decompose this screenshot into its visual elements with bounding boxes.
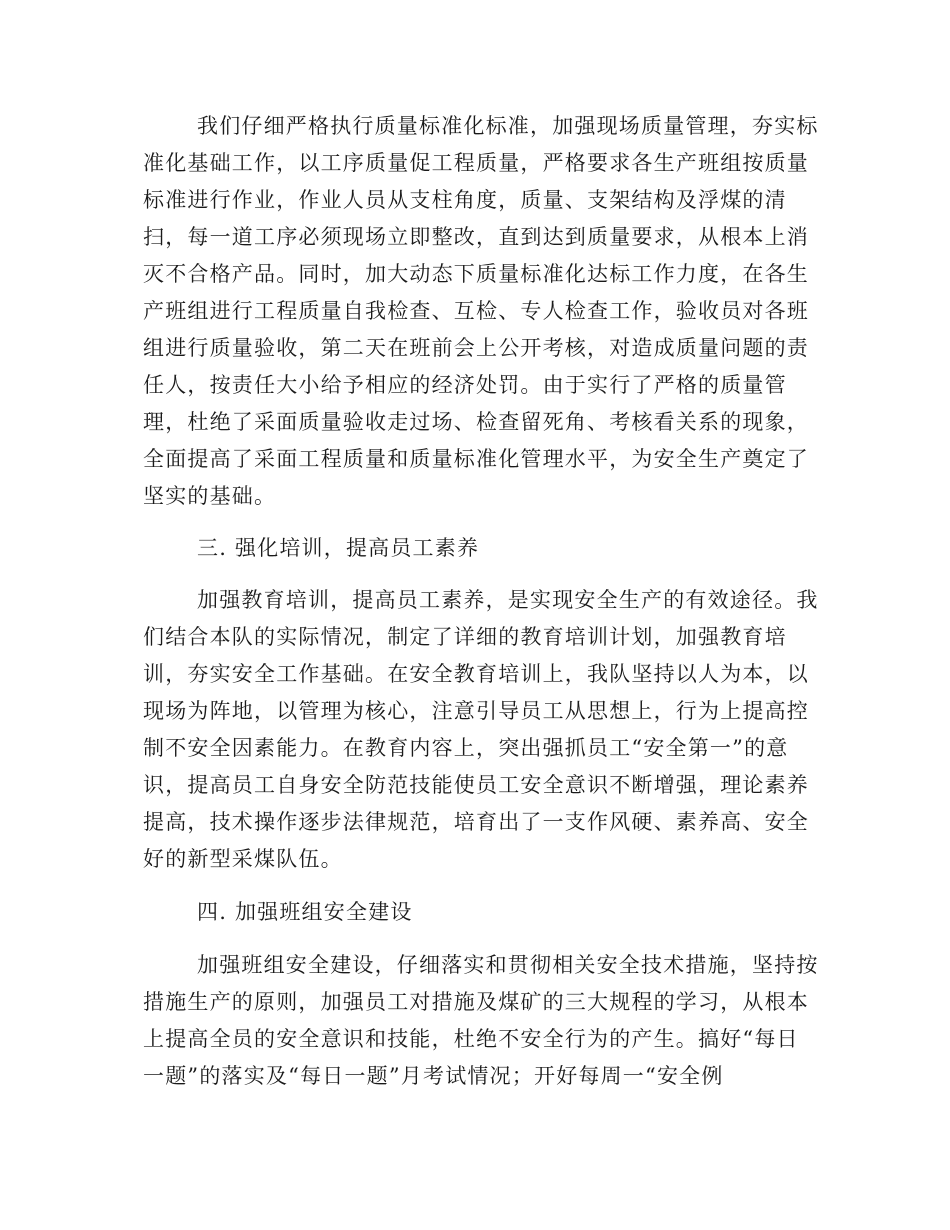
paragraph-line: 好的新型采煤队伍。	[143, 847, 343, 871]
paragraph-line: 训，夯实安全工作基础。在安全教育培训上，我队坚持以人为本，以	[143, 662, 809, 686]
paragraph-line: 一题”的落实及“每日一题”月考试情况；开好每周一“安全例	[143, 1064, 724, 1088]
paragraph-line: 灭不合格产品。同时，加大动态下质量标准化达标工作力度，在各生	[143, 262, 809, 286]
paragraph-line: 准化基础工作，以工序质量促工程质量，严格要求各生产班组按质量	[143, 151, 809, 175]
paragraph-line: 标准进行作业，作业人员从支柱角度，质量、支架结构及浮煤的清	[143, 188, 787, 212]
paragraph-line: 加强班组安全建设，仔细落实和贯彻相关安全技术措施，坚持按	[197, 953, 819, 977]
paragraph-line: 全面提高了采面工程质量和质量标准化管理水平，为安全生产奠定了	[143, 447, 809, 471]
paragraph-line: 现场为阵地，以管理为核心，注意引导员工从思想上，行为上提高控	[143, 699, 809, 723]
paragraph-line: 扫，每一道工序必须现场立即整改，直到达到质量要求，从根本上消	[143, 225, 809, 249]
paragraph-line: 识，提高员工自身安全防范技能使员工安全意识不断增强，理论素养	[143, 773, 809, 797]
section-heading: 四. 加强班组安全建设	[197, 900, 413, 924]
section-heading: 三. 强化培训，提高员工素养	[197, 536, 480, 560]
paragraph-line: 任人，按责任大小给予相应的经济处罚。由于实行了严格的质量管	[143, 373, 787, 397]
paragraph-line: 提高，技术操作逐步法律规范，培育出了一支作风硬、素养高、安全	[143, 810, 809, 834]
paragraph-line: 坚实的基础。	[143, 484, 277, 508]
paragraph-line: 理，杜绝了采面质量验收走过场、检查留死角、考核看关系的现象，	[143, 410, 809, 434]
paragraph-line: 们结合本队的实际情况，制定了详细的教育培训计划，加强教育培	[143, 625, 787, 649]
paragraph-line: 产班组进行工程质量自我检查、互检、专人检查工作，验收员对各班	[143, 299, 809, 323]
paragraph-line: 上提高全员的安全意识和技能，杜绝不安全行为的产生。搞好“每日	[143, 1027, 799, 1051]
paragraph-line: 组进行质量验收，第二天在班前会上公开考核，对造成质量问题的责	[143, 336, 809, 360]
paragraph-line: 我们仔细严格执行质量标准化标准，加强现场质量管理，夯实标	[197, 114, 819, 138]
paragraph-line: 措施生产的原则，加强员工对措施及煤矿的三大规程的学习，从根本	[143, 990, 809, 1014]
paragraph-line: 加强教育培训，提高员工素养，是实现安全生产的有效途径。我	[197, 588, 819, 612]
paragraph-line: 制不安全因素能力。在教育内容上，突出强抓员工“安全第一”的意	[143, 736, 789, 760]
